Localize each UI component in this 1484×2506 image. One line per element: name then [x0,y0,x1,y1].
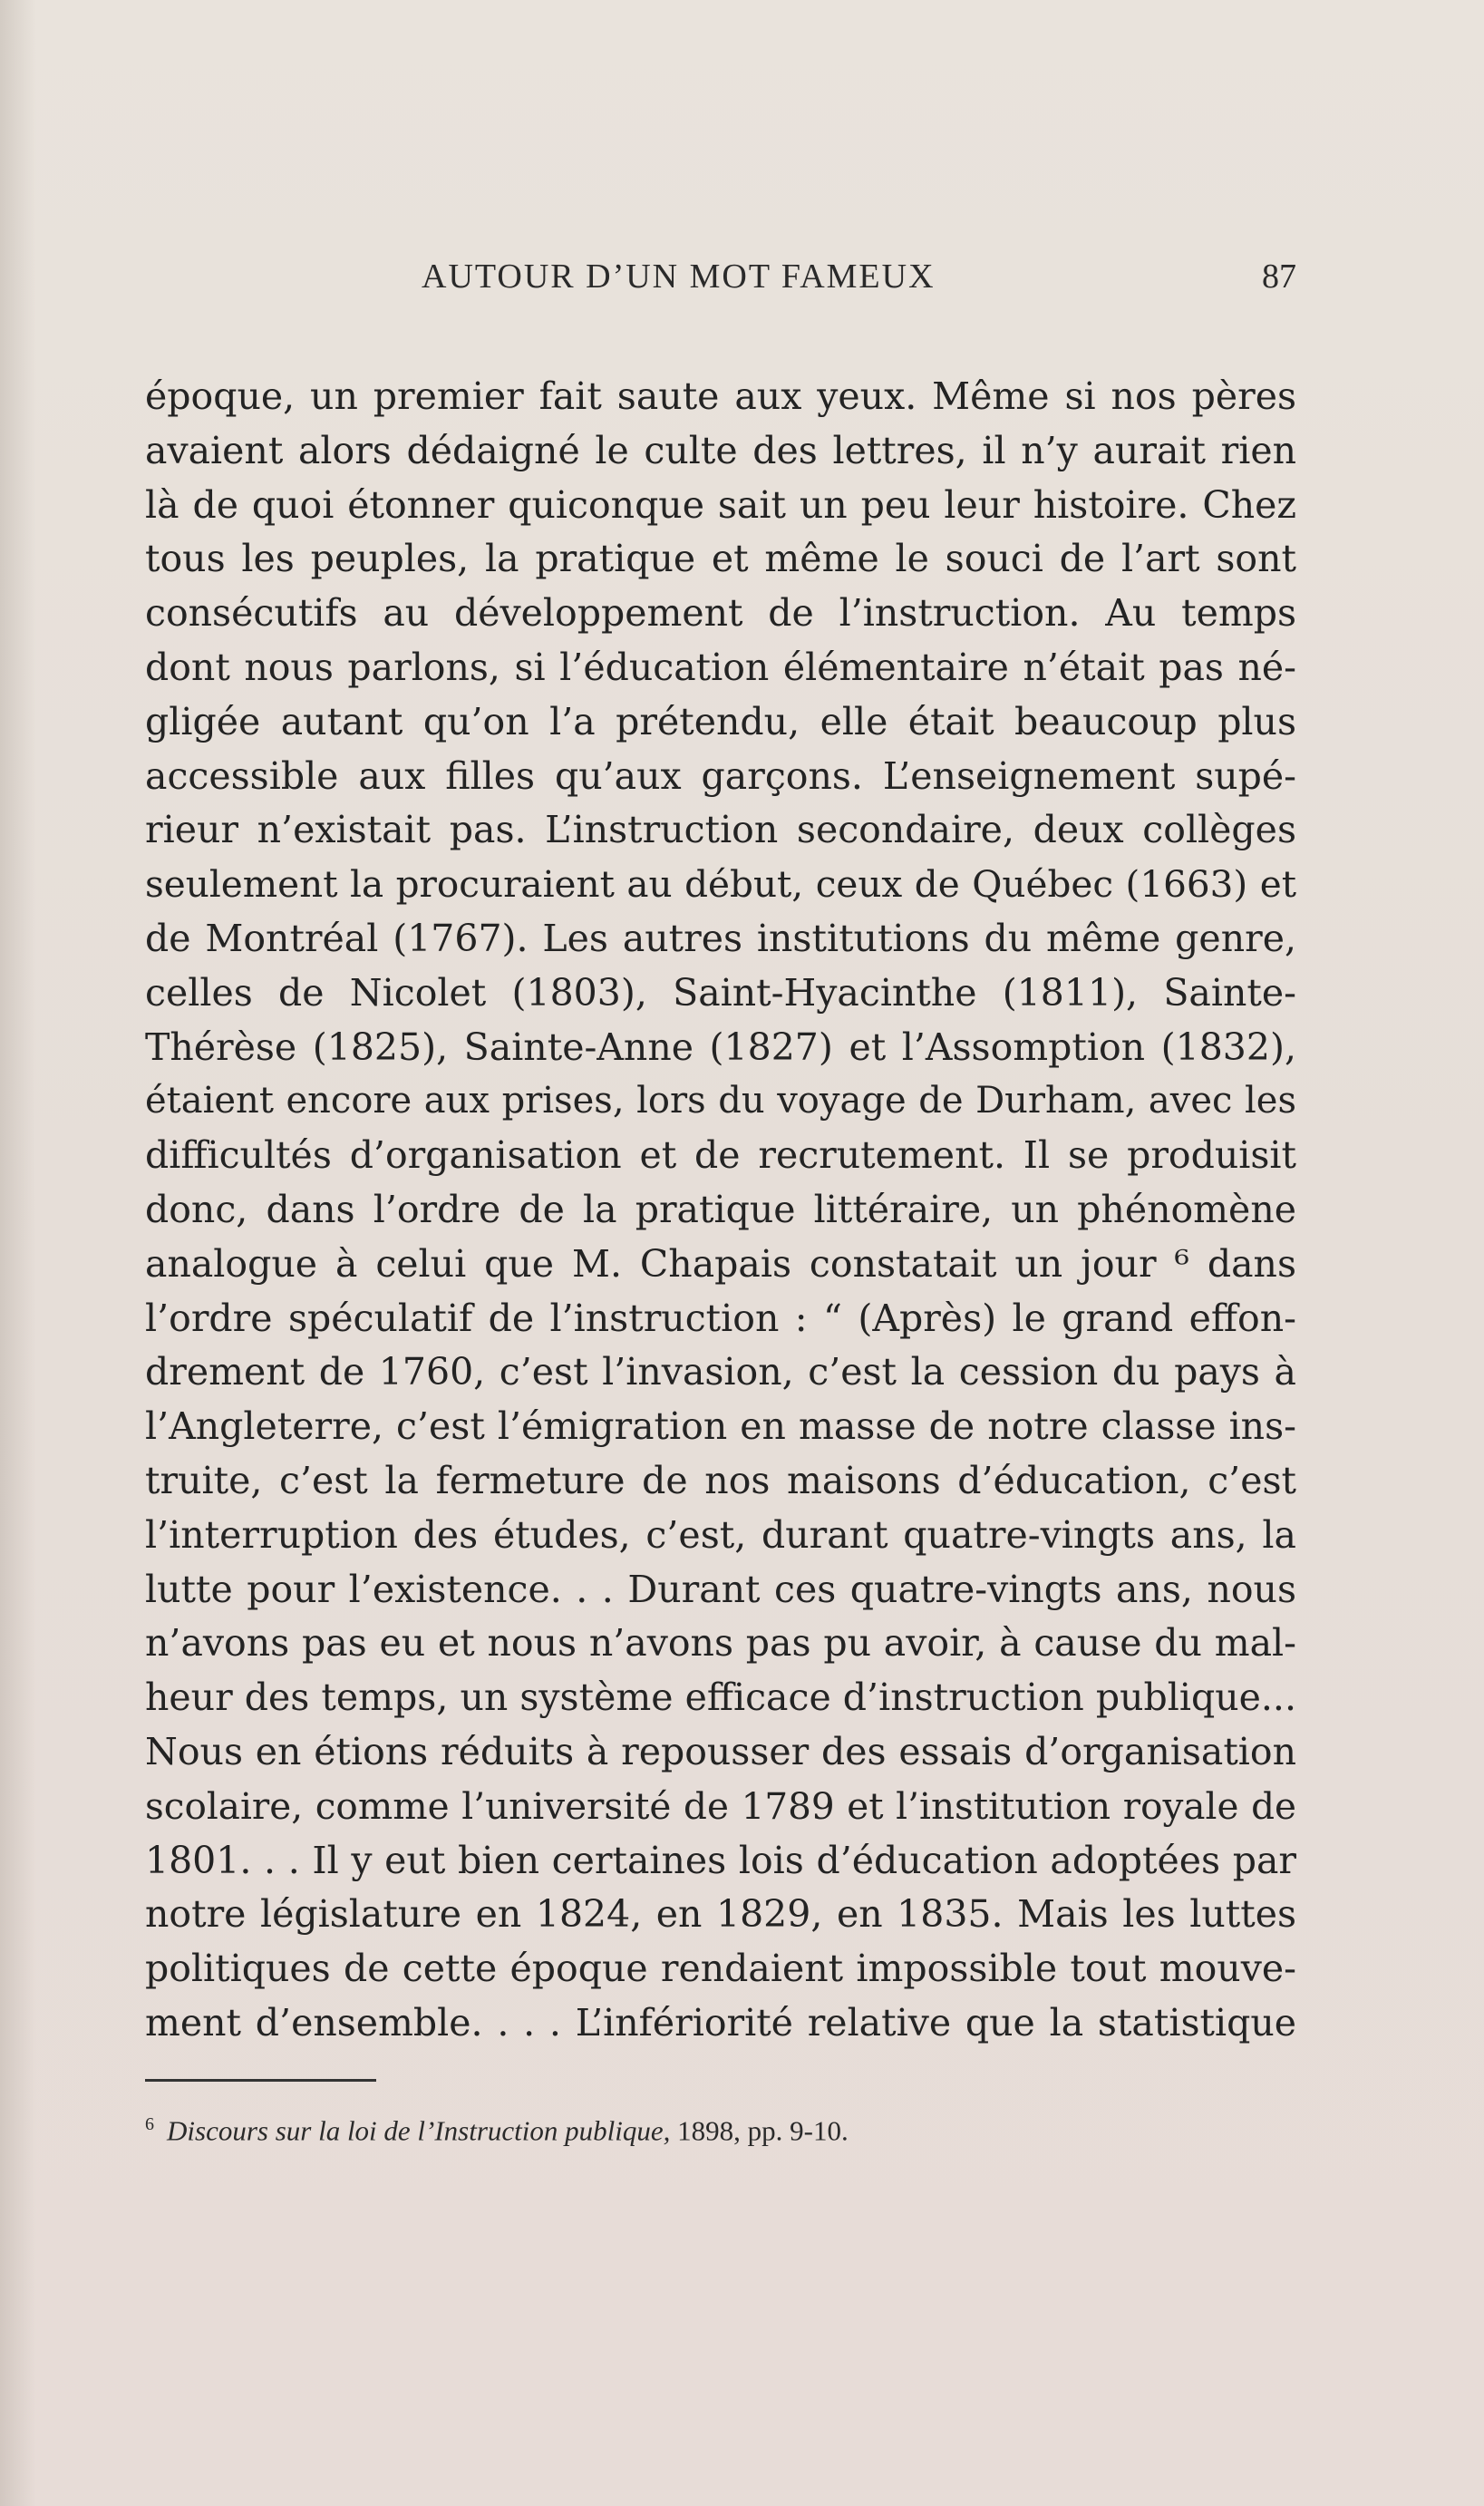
footnote-details: 1898, pp. 9-10. [670,2114,849,2147]
page-edge-shadow [0,0,36,2506]
text-line: l’interruption des études, c’est, durant quatre-vingts ans, la [145,1512,1296,1557]
text-line: truite, c’est la fermeture de nos maisons d’éducation, c’est [145,1458,1296,1502]
text-line: Thérèse (1825), Sainte-Anne (1827) et l’Assomption (1832), [145,1025,1296,1069]
text-line: rieur n’existait pas. L’instruction secondaire, deux collèges [145,808,1296,852]
text-line: lutte pour l’existence. . . Durant ces quatre-vingts ans, nous [145,1567,1296,1611]
text-line: scolaire, comme l’université de 1789 et l’institution royale de [145,1783,1296,1828]
footnote [145,2114,849,2147]
text-line: donc, dans l’ordre de la pratique littéraire, un phénomène [145,1187,1296,1231]
text-line: celles de Nicolet (1803), Saint-Hyacinthe (1811), Sainte- [145,970,1296,1015]
page-number: 87 [1262,257,1296,296]
footnote-title: Discours sur la loi de l’Instruction publique, [167,2114,671,2147]
footnote-rule [145,2079,376,2082]
text-line: drement de 1760, c’est l’invasion, c’est la cession du pays à [145,1350,1296,1394]
text-line: l’ordre spéculatif de l’instruction : “ (Après) le grand effon- [145,1296,1296,1340]
text-line: étaient encore aux prises, lors du voyage de Durham, avec les [145,1080,1296,1122]
text-line: politiques de cette époque rendaient impossible tout mouve- [145,1947,1296,1991]
text-line: consécutifs au développement de l’instruction. Au temps [145,591,1296,636]
footnote-marker: 6 [145,2114,154,2134]
text-line: là de quoi étonner quiconque sait un peu leur histoire. Chez [145,482,1296,527]
running-title: AUTOUR D’UN MOT FAMEUX [422,257,936,296]
text-line: seulement la procuraient au début, ceux de Québec (1663) et [145,862,1296,907]
text-line: de Montréal (1767). Les autres institutions du même genre, [145,916,1296,960]
text-line: Nous en étions réduits à repousser des essais d’organisation [145,1729,1296,1773]
text-line: 1801. . . Il y eut bien certaines lois d’éducation adoptées par [145,1838,1296,1882]
text-line: heur des temps, un système efficace d’instruction publique... [145,1676,1296,1720]
text-line: difficultés d’organisation et de recrutement. Il se produisit [145,1133,1296,1178]
text-line: avaient alors dédaigné le culte des lettres, il n’y aurait rien [145,428,1296,472]
running-header [145,257,1296,302]
text-line: analogue à celui que M. Chapais constatait un jour ⁶ dans [145,1241,1296,1286]
text-line: notre législature en 1824, en 1829, en 1835. Mais les luttes [145,1892,1296,1937]
text-line: ment d’ensemble. . . . L’infériorité relative que la statistique [145,2000,1296,2045]
body-text [145,370,1296,2051]
text-line: tous les peuples, la pratique et même le souci de l’art sont [145,537,1296,581]
text-line: n’avons pas eu et nous n’avons pas pu avoir, à cause du mal- [145,1621,1296,1666]
text-line: époque, un premier fait saute aux yeux. Même si nos pères [145,374,1296,418]
text-line: gligée autant qu’on l’a prétendu, elle était beaucoup plus [145,699,1296,743]
text-line: dont nous parlons, si l’éducation élémentaire n’était pas né- [145,645,1296,689]
text-line: l’Angleterre, c’est l’émigration en masse de notre classe ins- [145,1404,1296,1449]
text-line: accessible aux filles qu’aux garçons. L’enseignement supé- [145,753,1296,798]
